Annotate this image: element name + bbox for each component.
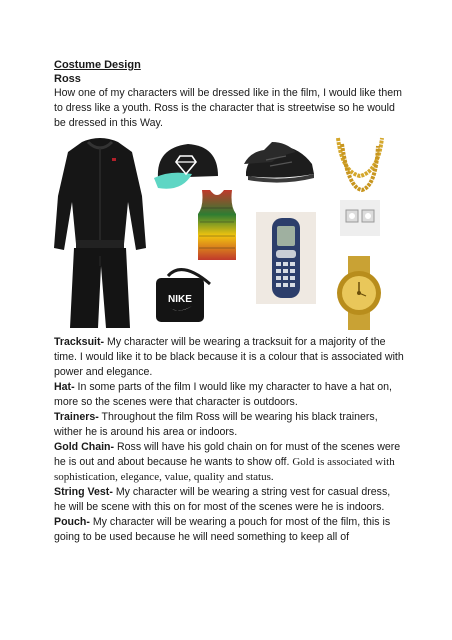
item-term: Trainers-	[54, 411, 99, 423]
tracksuit-image	[52, 136, 148, 332]
item-text: My character will be wearing a pouch for most of the film, this is going to be used because he will need something to keep all of	[54, 516, 391, 543]
list-item	[54, 380, 404, 410]
item-text: In some parts of the film I would like my character to have a hat on, more so the scenes were that character is outdoors.	[54, 381, 392, 408]
trainers-image	[242, 138, 318, 186]
item-term: String Vest-	[54, 486, 113, 498]
item-term: Gold Chain-	[54, 441, 115, 453]
item-term: Tracksuit-	[54, 336, 105, 348]
costume-items-list	[54, 335, 404, 545]
intro-paragraph: How one of my characters will be dressed like in the film, I would like them to dress like a youth. Ross is the character that is streetwise so he would be dressed in this Way.	[54, 87, 402, 129]
item-text: Ross will have his gold chain on for must of the scenes were he is out and about because he wants to show off.	[54, 441, 401, 468]
list-item	[54, 440, 404, 485]
list-item	[54, 410, 404, 440]
item-text-serif: Gold is associated with sophistication, elegance, value, quality and status.	[54, 456, 395, 483]
item-text: My character will be wearing a string vest for casual dress, he will be scene with this on for most of the scenes were he is indoors.	[54, 486, 391, 513]
item-term: Pouch-	[54, 516, 90, 528]
item-text: Throughout the film Ross will be wearing his black trainers, wither he is around his area or indoors.	[54, 411, 378, 438]
page-title: Costume Design	[54, 59, 141, 71]
string-vest-image	[196, 188, 238, 262]
gold-chain-image	[332, 136, 388, 194]
bag-brand-text: NIKE	[168, 294, 192, 305]
cap-image	[152, 140, 222, 192]
list-item	[54, 485, 404, 515]
earrings-image	[340, 200, 380, 236]
mobile-phone-image	[256, 212, 316, 304]
list-item	[54, 515, 404, 545]
item-term: Hat-	[54, 381, 75, 393]
nike-pouch-image	[152, 266, 218, 324]
character-name: Ross	[54, 73, 81, 85]
item-text: My character will be wearing a tracksuit for a majority of the time. I would like it to be black because it is a colour that is associated with power and elegance.	[54, 336, 404, 378]
gold-watch-image	[334, 256, 384, 330]
list-item	[54, 335, 404, 380]
